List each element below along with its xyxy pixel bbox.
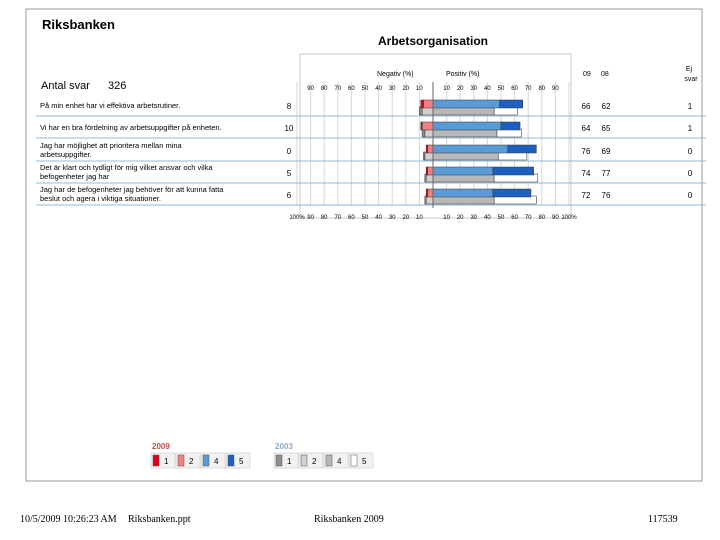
tick-label-top: 90 [552, 86, 559, 92]
question-label: På min enhet har vi effektiva arbetsrutiner. [40, 101, 181, 110]
footer-number: 117539 [648, 514, 678, 525]
tick-label-bottom: 70 [524, 215, 532, 221]
tick-label-top: 10 [416, 86, 423, 92]
legend-label: 5 [239, 457, 244, 466]
bar-2009-5 [493, 189, 531, 197]
percent-2009: 72 [581, 191, 591, 200]
tick-label-top: 70 [334, 86, 342, 92]
legend-swatch [351, 455, 357, 466]
neutral-count: 6 [286, 191, 292, 200]
bar-2009-4 [433, 100, 500, 108]
tick-label-top: 50 [361, 86, 369, 92]
tick-label-top: 60 [511, 86, 518, 92]
tick-label-top: 70 [524, 86, 532, 92]
bar-2009-5 [500, 100, 523, 108]
percent-2008: 77 [601, 169, 611, 178]
tick-label-bottom: 10 [443, 215, 450, 221]
legend-year: 2003 [275, 442, 293, 451]
tick-label-top: 30 [470, 86, 478, 92]
percent-2009: 74 [581, 169, 591, 178]
tick-label-bottom: 40 [484, 215, 491, 221]
positive-header: Positiv (%) [446, 71, 480, 78]
tick-label-top: 20 [456, 86, 464, 92]
tick-label-bottom: 90 [307, 215, 314, 221]
bar-2009-4 [433, 167, 493, 175]
footer-center: Riksbanken 2009 [314, 514, 384, 525]
brand-title: Riksbanken [42, 17, 115, 32]
tick-label-bottom: 80 [320, 215, 328, 221]
tick-label-top: 60 [348, 86, 355, 92]
legend-swatch [326, 455, 332, 466]
tick-label-bottom: 50 [361, 215, 369, 221]
tick-label-top: 40 [375, 86, 382, 92]
bars [419, 82, 537, 208]
bar-2009-1 [426, 189, 427, 197]
tick-label-bottom: 90 [552, 215, 559, 221]
legend-swatch [203, 455, 209, 466]
legend-label: 4 [214, 457, 219, 466]
bar-2009-2 [428, 189, 433, 197]
neutral-count: 8 [286, 102, 292, 111]
legend-swatch [228, 455, 234, 466]
bar-2009-5 [493, 167, 534, 175]
bar-2009-2 [428, 167, 433, 175]
tick-label-bottom: 80 [538, 215, 546, 221]
tick-label-bottom: 10 [416, 215, 423, 221]
legend-swatch [276, 455, 282, 466]
tick-label-top: 30 [388, 86, 396, 92]
question-label: Jag har de befogenheter jag behöver för att kunna fatta [40, 185, 224, 194]
question-label: befogenheter jag har [40, 172, 110, 181]
question-label: arbetsuppgifter. [40, 150, 92, 159]
question-label: beslut och agera i viktiga situationer. [40, 194, 161, 203]
chart-title: Arbetsorganisation [378, 34, 489, 48]
neutral-count: 0 [286, 147, 292, 156]
question-label: Vi har en bra fördelning av arbetsuppgifter på enheten. [40, 123, 222, 132]
legend-label: 1 [287, 457, 292, 466]
legend-label: 2 [312, 457, 317, 466]
tick-label-top: 10 [443, 86, 450, 92]
percent-2008: 69 [601, 147, 611, 156]
percent-2008: 62 [601, 102, 611, 111]
tick-label-bottom: 70 [334, 215, 342, 221]
bar-2009-4 [433, 189, 493, 197]
bar-2009-2 [423, 100, 433, 108]
bar-2009-4 [433, 145, 508, 153]
percent-2009: 76 [581, 147, 591, 156]
antal-svar-value: 326 [108, 80, 127, 92]
tick-label-top: 90 [307, 86, 314, 92]
footer-file: Riksbanken.ppt [128, 514, 191, 525]
bar-2009-5 [501, 122, 520, 130]
percent-2008: 76 [601, 191, 611, 200]
legend-swatch [178, 455, 184, 466]
year-header-2008: 08 [601, 71, 609, 78]
ej-svar-count: 1 [687, 102, 693, 111]
tick-label-top: 20 [402, 86, 410, 92]
tick-label-top: 80 [320, 86, 328, 92]
negative-header: Negativ (%) [377, 71, 414, 78]
legend-year: 2009 [152, 442, 170, 451]
tick-label-bottom: 30 [388, 215, 396, 221]
bar-2009-2 [422, 122, 433, 130]
tick-label-bottom: 20 [456, 215, 464, 221]
tick-label-top: 80 [538, 86, 546, 92]
tick-label-top: 40 [484, 86, 491, 92]
ej-svar-header-line2: svar [684, 76, 698, 83]
bar-2009-1 [426, 167, 427, 175]
tick-label-bottom: 50 [497, 215, 505, 221]
ej-svar-count: 0 [687, 169, 693, 178]
bar-2009-1 [426, 145, 427, 153]
year-header-2009: 09 [583, 71, 591, 78]
bar-2009-5 [508, 145, 537, 153]
tick-label-bottom: 40 [375, 215, 382, 221]
tick-label-bottom: 30 [470, 215, 478, 221]
legend-label: 2 [189, 457, 194, 466]
footer-datetime: 10/5/2009 10:26:23 AM [20, 514, 117, 525]
tick-label-top: 50 [497, 86, 505, 92]
bar-2003-1 [423, 152, 424, 160]
legend-label: 4 [337, 457, 342, 466]
ej-svar-count: 0 [687, 191, 693, 200]
ej-svar-count: 0 [687, 147, 693, 156]
neutral-count: 5 [286, 169, 292, 178]
legend-label: 1 [164, 457, 169, 466]
legend-swatch [301, 455, 307, 466]
neutral-count: 10 [284, 124, 294, 133]
percent-2009: 66 [581, 102, 591, 111]
question-label: Jag har möjlighet att prioritera mellan mina [40, 141, 182, 150]
tick-label-bottom: 100% [289, 215, 305, 221]
tick-label-bottom: 60 [348, 215, 355, 221]
ej-svar-count: 1 [687, 124, 693, 133]
percent-2008: 65 [601, 124, 611, 133]
bar-2009-1 [421, 122, 422, 130]
legend-swatch [153, 455, 159, 466]
tick-label-bottom: 100% [561, 215, 577, 221]
bar-2009-1 [421, 100, 424, 108]
bar-2009-2 [428, 145, 433, 153]
tick-label-bottom: 20 [402, 215, 410, 221]
bar-2009-4 [433, 122, 501, 130]
legend-label: 5 [362, 457, 367, 466]
ej-svar-header-line1: Ej [685, 66, 693, 73]
percent-2009: 64 [581, 124, 591, 133]
tick-label-bottom: 60 [511, 215, 518, 221]
antal-svar-label: Antal svar [41, 80, 90, 92]
question-label: Det är klart och tydligt för mig vilket ansvar och vilka [40, 163, 213, 172]
